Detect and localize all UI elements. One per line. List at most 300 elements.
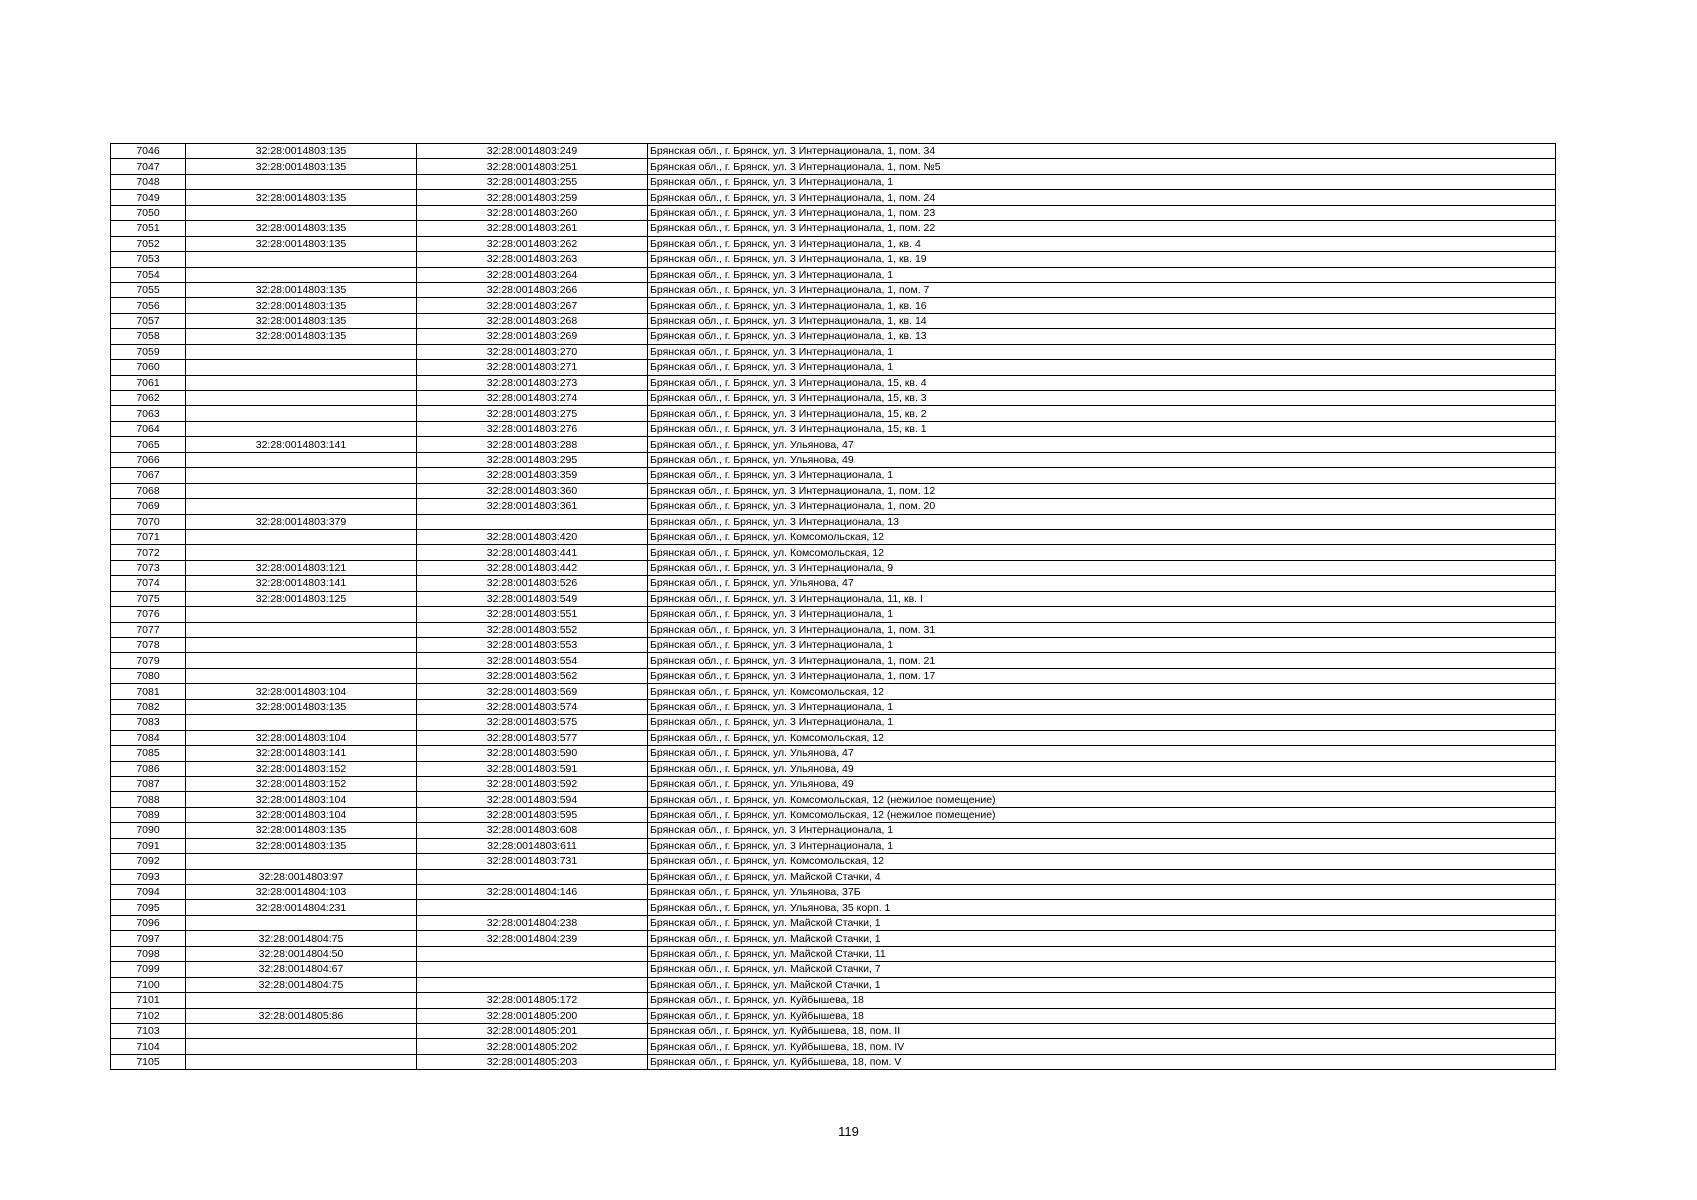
cadastral-number-cell: 32:28:0014803:359 (417, 468, 648, 483)
parent-cadastral-number-cell: 32:28:0014803:135 (186, 838, 417, 853)
table-row (111, 576, 1556, 591)
row-number-cell: 7062 (111, 391, 186, 406)
row-number-cell: 7090 (111, 823, 186, 838)
row-number-cell: 7091 (111, 838, 186, 853)
cadastral-number-cell: 32:28:0014805:201 (417, 1023, 648, 1038)
table-row (111, 391, 1556, 406)
parent-cadastral-number-cell (186, 452, 417, 467)
table-row (111, 792, 1556, 807)
table-row (111, 931, 1556, 946)
row-number-cell: 7074 (111, 576, 186, 591)
address-cell: Брянская обл., г. Брянск, ул. Ульянова, 49 (648, 776, 1556, 791)
address-cell: Брянская обл., г. Брянск, ул. 3 Интернационала, 1, пом. 22 (648, 221, 1556, 236)
row-number-cell: 7075 (111, 591, 186, 606)
table-row (111, 344, 1556, 359)
table-row (111, 174, 1556, 189)
row-number-cell: 7095 (111, 900, 186, 915)
cadastral-number-cell: 32:28:0014804:239 (417, 931, 648, 946)
cadastral-number-cell: 32:28:0014803:267 (417, 298, 648, 313)
parent-cadastral-number-cell (186, 715, 417, 730)
row-number-cell: 7084 (111, 730, 186, 745)
address-cell: Брянская обл., г. Брянск, ул. Комсомольская, 12 (нежилое помещение) (648, 792, 1556, 807)
address-cell: Брянская обл., г. Брянск, ул. Куйбышева, 18 (648, 993, 1556, 1008)
row-number-cell: 7088 (111, 792, 186, 807)
parent-cadastral-number-cell (186, 668, 417, 683)
cadastral-number-cell: 32:28:0014803:551 (417, 607, 648, 622)
parent-cadastral-number-cell (186, 267, 417, 282)
cadastral-number-cell: 32:28:0014803:288 (417, 437, 648, 452)
row-number-cell: 7063 (111, 406, 186, 421)
address-cell: Брянская обл., г. Брянск, ул. Ульянова, 47 (648, 746, 1556, 761)
table-row (111, 838, 1556, 853)
parent-cadastral-number-cell: 32:28:0014803:125 (186, 591, 417, 606)
address-cell: Брянская обл., г. Брянск, ул. 3 Интернационала, 13 (648, 514, 1556, 529)
address-cell: Брянская обл., г. Брянск, ул. 3 Интернационала, 15, кв. 4 (648, 375, 1556, 390)
address-cell: Брянская обл., г. Брянск, ул. 3 Интернационала, 1 (648, 838, 1556, 853)
table-row (111, 329, 1556, 344)
table-row (111, 221, 1556, 236)
row-number-cell: 7056 (111, 298, 186, 313)
parent-cadastral-number-cell (186, 1023, 417, 1038)
table-row (111, 946, 1556, 961)
table-row (111, 406, 1556, 421)
table-row (111, 962, 1556, 977)
cadastral-number-cell: 32:28:0014805:172 (417, 993, 648, 1008)
address-cell: Брянская обл., г. Брянск, ул. 3 Интернационала, 11, кв. I (648, 591, 1556, 606)
address-cell: Брянская обл., г. Брянск, ул. Ульянова, 47 (648, 437, 1556, 452)
cadastral-number-cell: 32:28:0014803:590 (417, 746, 648, 761)
row-number-cell: 7103 (111, 1023, 186, 1038)
parent-cadastral-number-cell: 32:28:0014803:104 (186, 730, 417, 745)
cadastral-number-cell: 32:28:0014803:276 (417, 421, 648, 436)
address-cell: Брянская обл., г. Брянск, ул. 3 Интернационала, 15, кв. 1 (648, 421, 1556, 436)
cadastral-number-cell: 32:28:0014803:255 (417, 174, 648, 189)
table-row (111, 1054, 1556, 1069)
cadastral-number-cell: 32:28:0014803:420 (417, 529, 648, 544)
address-cell: Брянская обл., г. Брянск, ул. 3 Интернационала, 1, пом. 23 (648, 205, 1556, 220)
parent-cadastral-number-cell: 32:28:0014803:104 (186, 792, 417, 807)
cadastral-table (110, 143, 1556, 1070)
cadastral-number-cell: 32:28:0014803:574 (417, 699, 648, 714)
cadastral-number-cell: 32:28:0014803:442 (417, 560, 648, 575)
address-cell: Брянская обл., г. Брянск, ул. Комсомольская, 12 (648, 684, 1556, 699)
cadastral-number-cell: 32:28:0014803:549 (417, 591, 648, 606)
row-number-cell: 7102 (111, 1008, 186, 1023)
cadastral-number-cell: 32:28:0014804:238 (417, 915, 648, 930)
cadastral-number-cell: 32:28:0014803:262 (417, 236, 648, 251)
parent-cadastral-number-cell: 32:28:0014803:135 (186, 144, 417, 159)
address-cell: Брянская обл., г. Брянск, ул. 3 Интернационала, 1 (648, 360, 1556, 375)
address-cell: Брянская обл., г. Брянск, ул. 3 Интернационала, 1, пом. 31 (648, 622, 1556, 637)
cadastral-number-cell: 32:28:0014803:249 (417, 144, 648, 159)
address-cell: Брянская обл., г. Брянск, ул. 3 Интернационала, 1, кв. 13 (648, 329, 1556, 344)
cadastral-number-cell: 32:28:0014803:295 (417, 452, 648, 467)
address-cell: Брянская обл., г. Брянск, ул. 3 Интернационала, 1, кв. 4 (648, 236, 1556, 251)
address-cell: Брянская обл., г. Брянск, ул. 3 Интернационала, 1, кв. 19 (648, 252, 1556, 267)
parent-cadastral-number-cell (186, 483, 417, 498)
parent-cadastral-number-cell: 32:28:0014803:135 (186, 282, 417, 297)
address-cell: Брянская обл., г. Брянск, ул. 3 Интернационала, 1, пом. 24 (648, 190, 1556, 205)
address-cell: Брянская обл., г. Брянск, ул. 3 Интернационала, 1, кв. 14 (648, 313, 1556, 328)
address-cell: Брянская обл., г. Брянск, ул. 3 Интернационала, 15, кв. 3 (648, 391, 1556, 406)
row-number-cell: 7066 (111, 452, 186, 467)
table-row (111, 1008, 1556, 1023)
parent-cadastral-number-cell: 32:28:0014803:379 (186, 514, 417, 529)
cadastral-number-cell: 32:28:0014803:268 (417, 313, 648, 328)
table-row (111, 144, 1556, 159)
cadastral-number-cell: 32:28:0014803:592 (417, 776, 648, 791)
table-row (111, 684, 1556, 699)
row-number-cell: 7081 (111, 684, 186, 699)
address-cell: Брянская обл., г. Брянск, ул. 3 Интернационала, 1 (648, 638, 1556, 653)
cadastral-number-cell: 32:28:0014805:202 (417, 1039, 648, 1054)
parent-cadastral-number-cell: 32:28:0014803:135 (186, 329, 417, 344)
parent-cadastral-number-cell (186, 854, 417, 869)
row-number-cell: 7065 (111, 437, 186, 452)
row-number-cell: 7082 (111, 699, 186, 714)
table-row (111, 267, 1556, 282)
cadastral-number-cell: 32:28:0014803:731 (417, 854, 648, 869)
cadastral-number-cell: 32:28:0014803:608 (417, 823, 648, 838)
cadastral-number-cell (417, 514, 648, 529)
parent-cadastral-number-cell (186, 622, 417, 637)
table-row (111, 529, 1556, 544)
table-row (111, 761, 1556, 776)
row-number-cell: 7093 (111, 869, 186, 884)
address-cell: Брянская обл., г. Брянск, ул. Куйбышева, 18, пом. IV (648, 1039, 1556, 1054)
address-cell: Брянская обл., г. Брянск, ул. Комсомольская, 12 (648, 529, 1556, 544)
cadastral-number-cell: 32:28:0014803:577 (417, 730, 648, 745)
parent-cadastral-number-cell (186, 344, 417, 359)
address-cell: Брянская обл., г. Брянск, ул. 3 Интернационала, 1 (648, 174, 1556, 189)
address-cell: Брянская обл., г. Брянск, ул. Ульянова, 37Б (648, 885, 1556, 900)
address-cell: Брянская обл., г. Брянск, ул. 3 Интернационала, 1 (648, 699, 1556, 714)
row-number-cell: 7078 (111, 638, 186, 653)
cadastral-number-cell (417, 869, 648, 884)
cadastral-number-cell: 32:28:0014803:275 (417, 406, 648, 421)
table-row (111, 993, 1556, 1008)
parent-cadastral-number-cell: 32:28:0014803:135 (186, 190, 417, 205)
cadastral-number-cell: 32:28:0014803:260 (417, 205, 648, 220)
row-number-cell: 7057 (111, 313, 186, 328)
table-row (111, 205, 1556, 220)
table-row (111, 483, 1556, 498)
row-number-cell: 7061 (111, 375, 186, 390)
parent-cadastral-number-cell: 32:28:0014803:104 (186, 807, 417, 822)
address-cell: Брянская обл., г. Брянск, ул. 3 Интернационала, 1 (648, 607, 1556, 622)
cadastral-number-cell: 32:28:0014803:526 (417, 576, 648, 591)
row-number-cell: 7068 (111, 483, 186, 498)
table-row (111, 776, 1556, 791)
address-cell: Брянская обл., г. Брянск, ул. Ульянова, 35 корп. 1 (648, 900, 1556, 915)
parent-cadastral-number-cell: 32:28:0014803:152 (186, 761, 417, 776)
address-cell: Брянская обл., г. Брянск, ул. 3 Интернационала, 1, пом. 12 (648, 483, 1556, 498)
parent-cadastral-number-cell (186, 529, 417, 544)
table-row (111, 159, 1556, 174)
table-row (111, 282, 1556, 297)
address-cell: Брянская обл., г. Брянск, ул. Ульянова, 49 (648, 761, 1556, 776)
parent-cadastral-number-cell: 32:28:0014803:141 (186, 746, 417, 761)
table-row (111, 607, 1556, 622)
address-cell: Брянская обл., г. Брянск, ул. 3 Интернационала, 1 (648, 344, 1556, 359)
table-row (111, 715, 1556, 730)
cadastral-number-cell: 32:28:0014803:554 (417, 653, 648, 668)
table-row (111, 545, 1556, 560)
cadastral-number-cell: 32:28:0014803:361 (417, 499, 648, 514)
parent-cadastral-number-cell (186, 391, 417, 406)
parent-cadastral-number-cell: 32:28:0014803:135 (186, 236, 417, 251)
parent-cadastral-number-cell: 32:28:0014804:103 (186, 885, 417, 900)
row-number-cell: 7047 (111, 159, 186, 174)
cadastral-number-cell: 32:28:0014803:569 (417, 684, 648, 699)
row-number-cell: 7101 (111, 993, 186, 1008)
address-cell: Брянская обл., г. Брянск, ул. 3 Интернационала, 1, пом. №5 (648, 159, 1556, 174)
table-row (111, 869, 1556, 884)
table-row (111, 823, 1556, 838)
parent-cadastral-number-cell: 32:28:0014803:135 (186, 313, 417, 328)
parent-cadastral-number-cell (186, 993, 417, 1008)
cadastral-number-cell: 32:28:0014803:273 (417, 375, 648, 390)
address-cell: Брянская обл., г. Брянск, ул. Комсомольская, 12 (648, 545, 1556, 560)
row-number-cell: 7079 (111, 653, 186, 668)
cadastral-number-cell: 32:28:0014803:251 (417, 159, 648, 174)
table-row (111, 236, 1556, 251)
parent-cadastral-number-cell (186, 205, 417, 220)
table-row (111, 668, 1556, 683)
address-cell: Брянская обл., г. Брянск, ул. 3 Интернационала, 1, пом. 34 (648, 144, 1556, 159)
parent-cadastral-number-cell: 32:28:0014803:135 (186, 221, 417, 236)
table-row (111, 622, 1556, 637)
row-number-cell: 7085 (111, 746, 186, 761)
table-row (111, 807, 1556, 822)
cadastral-number-cell (417, 977, 648, 992)
row-number-cell: 7071 (111, 529, 186, 544)
cadastral-number-cell: 32:28:0014803:562 (417, 668, 648, 683)
row-number-cell: 7060 (111, 360, 186, 375)
parent-cadastral-number-cell (186, 638, 417, 653)
parent-cadastral-number-cell: 32:28:0014803:135 (186, 159, 417, 174)
parent-cadastral-number-cell: 32:28:0014803:104 (186, 684, 417, 699)
row-number-cell: 7072 (111, 545, 186, 560)
table-row (111, 746, 1556, 761)
table-row (111, 1023, 1556, 1038)
row-number-cell: 7089 (111, 807, 186, 822)
parent-cadastral-number-cell: 32:28:0014804:75 (186, 977, 417, 992)
row-number-cell: 7080 (111, 668, 186, 683)
row-number-cell: 7046 (111, 144, 186, 159)
address-cell: Брянская обл., г. Брянск, ул. 3 Интернационала, 9 (648, 560, 1556, 575)
parent-cadastral-number-cell (186, 406, 417, 421)
cadastral-number-cell: 32:28:0014803:274 (417, 391, 648, 406)
address-cell: Брянская обл., г. Брянск, ул. 3 Интернационала, 1, пом. 21 (648, 653, 1556, 668)
address-cell: Брянская обл., г. Брянск, ул. Куйбышева, 18 (648, 1008, 1556, 1023)
row-number-cell: 7099 (111, 962, 186, 977)
address-cell: Брянская обл., г. Брянск, ул. Майской Стачки, 11 (648, 946, 1556, 961)
cadastral-number-cell: 32:28:0014803:360 (417, 483, 648, 498)
parent-cadastral-number-cell: 32:28:0014803:135 (186, 823, 417, 838)
table-row (111, 514, 1556, 529)
row-number-cell: 7097 (111, 931, 186, 946)
address-cell: Брянская обл., г. Брянск, ул. 3 Интернационала, 1 (648, 468, 1556, 483)
parent-cadastral-number-cell (186, 1054, 417, 1069)
cadastral-number-cell: 32:28:0014803:264 (417, 267, 648, 282)
row-number-cell: 7094 (111, 885, 186, 900)
table-body (111, 144, 1556, 1070)
parent-cadastral-number-cell (186, 607, 417, 622)
address-cell: Брянская обл., г. Брянск, ул. Куйбышева, 18, пом. II (648, 1023, 1556, 1038)
table-row (111, 560, 1556, 575)
cadastral-number-cell (417, 900, 648, 915)
cadastral-number-cell: 32:28:0014803:553 (417, 638, 648, 653)
page-number: 119 (838, 1124, 859, 1139)
table-row (111, 452, 1556, 467)
table-row (111, 653, 1556, 668)
row-number-cell: 7077 (111, 622, 186, 637)
table-row (111, 1039, 1556, 1054)
row-number-cell: 7050 (111, 205, 186, 220)
cadastral-number-cell: 32:28:0014803:575 (417, 715, 648, 730)
address-cell: Брянская обл., г. Брянск, ул. 3 Интернационала, 1, пом. 7 (648, 282, 1556, 297)
table-row (111, 977, 1556, 992)
row-number-cell: 7076 (111, 607, 186, 622)
address-cell: Брянская обл., г. Брянск, ул. 3 Интернационала, 1 (648, 267, 1556, 282)
row-number-cell: 7086 (111, 761, 186, 776)
row-number-cell: 7073 (111, 560, 186, 575)
table-row (111, 499, 1556, 514)
cadastral-number-cell (417, 962, 648, 977)
row-number-cell: 7054 (111, 267, 186, 282)
address-cell: Брянская обл., г. Брянск, ул. 3 Интернационала, 1, пом. 20 (648, 499, 1556, 514)
parent-cadastral-number-cell: 32:28:0014805:86 (186, 1008, 417, 1023)
table-row (111, 313, 1556, 328)
parent-cadastral-number-cell: 32:28:0014804:67 (186, 962, 417, 977)
row-number-cell: 7067 (111, 468, 186, 483)
cadastral-number-cell: 32:28:0014803:269 (417, 329, 648, 344)
address-cell: Брянская обл., г. Брянск, ул. Комсомольская, 12 (нежилое помещение) (648, 807, 1556, 822)
row-number-cell: 7069 (111, 499, 186, 514)
row-number-cell: 7092 (111, 854, 186, 869)
table-row (111, 437, 1556, 452)
address-cell: Брянская обл., г. Брянск, ул. Майской Стачки, 1 (648, 915, 1556, 930)
parent-cadastral-number-cell: 32:28:0014804:231 (186, 900, 417, 915)
parent-cadastral-number-cell: 32:28:0014803:97 (186, 869, 417, 884)
cadastral-number-cell: 32:28:0014803:263 (417, 252, 648, 267)
row-number-cell: 7058 (111, 329, 186, 344)
row-number-cell: 7052 (111, 236, 186, 251)
row-number-cell: 7064 (111, 421, 186, 436)
parent-cadastral-number-cell: 32:28:0014803:135 (186, 298, 417, 313)
address-cell: Брянская обл., г. Брянск, ул. 3 Интернационала, 15, кв. 2 (648, 406, 1556, 421)
parent-cadastral-number-cell: 32:28:0014803:121 (186, 560, 417, 575)
parent-cadastral-number-cell: 32:28:0014803:135 (186, 699, 417, 714)
row-number-cell: 7049 (111, 190, 186, 205)
table-row (111, 252, 1556, 267)
cadastral-number-cell: 32:28:0014805:203 (417, 1054, 648, 1069)
address-cell: Брянская обл., г. Брянск, ул. Ульянова, 49 (648, 452, 1556, 467)
parent-cadastral-number-cell (186, 915, 417, 930)
table-row (111, 900, 1556, 915)
table-row (111, 190, 1556, 205)
row-number-cell: 7070 (111, 514, 186, 529)
parent-cadastral-number-cell (186, 653, 417, 668)
cadastral-number-cell: 32:28:0014805:200 (417, 1008, 648, 1023)
parent-cadastral-number-cell (186, 360, 417, 375)
row-number-cell: 7048 (111, 174, 186, 189)
parent-cadastral-number-cell: 32:28:0014804:75 (186, 931, 417, 946)
cadastral-number-cell: 32:28:0014803:266 (417, 282, 648, 297)
address-cell: Брянская обл., г. Брянск, ул. Майской Стачки, 1 (648, 977, 1556, 992)
table-row (111, 591, 1556, 606)
parent-cadastral-number-cell (186, 174, 417, 189)
parent-cadastral-number-cell (186, 375, 417, 390)
parent-cadastral-number-cell: 32:28:0014803:141 (186, 576, 417, 591)
table-row (111, 915, 1556, 930)
cadastral-number-cell: 32:28:0014803:591 (417, 761, 648, 776)
row-number-cell: 7100 (111, 977, 186, 992)
cadastral-number-cell: 32:28:0014803:441 (417, 545, 648, 560)
table-row (111, 421, 1556, 436)
row-number-cell: 7053 (111, 252, 186, 267)
cadastral-number-cell: 32:28:0014803:552 (417, 622, 648, 637)
table-row (111, 360, 1556, 375)
table-row (111, 638, 1556, 653)
parent-cadastral-number-cell (186, 499, 417, 514)
parent-cadastral-number-cell: 32:28:0014803:141 (186, 437, 417, 452)
cadastral-number-cell: 32:28:0014803:261 (417, 221, 648, 236)
row-number-cell: 7083 (111, 715, 186, 730)
table-row (111, 854, 1556, 869)
row-number-cell: 7104 (111, 1039, 186, 1054)
address-cell: Брянская обл., г. Брянск, ул. 3 Интернационала, 1, кв. 16 (648, 298, 1556, 313)
cadastral-number-cell: 32:28:0014803:270 (417, 344, 648, 359)
address-cell: Брянская обл., г. Брянск, ул. 3 Интернационала, 1 (648, 823, 1556, 838)
table-row (111, 885, 1556, 900)
address-cell: Брянская обл., г. Брянск, ул. Ульянова, 47 (648, 576, 1556, 591)
address-cell: Брянская обл., г. Брянск, ул. Майской Стачки, 7 (648, 962, 1556, 977)
row-number-cell: 7055 (111, 282, 186, 297)
cadastral-number-cell (417, 946, 648, 961)
row-number-cell: 7059 (111, 344, 186, 359)
cadastral-number-cell: 32:28:0014803:259 (417, 190, 648, 205)
parent-cadastral-number-cell (186, 468, 417, 483)
cadastral-number-cell: 32:28:0014803:595 (417, 807, 648, 822)
parent-cadastral-number-cell (186, 421, 417, 436)
cadastral-number-cell: 32:28:0014803:594 (417, 792, 648, 807)
address-cell: Брянская обл., г. Брянск, ул. Майской Стачки, 4 (648, 869, 1556, 884)
table-row (111, 298, 1556, 313)
address-cell: Брянская обл., г. Брянск, ул. Майской Стачки, 1 (648, 931, 1556, 946)
row-number-cell: 7105 (111, 1054, 186, 1069)
address-cell: Брянская обл., г. Брянск, ул. Комсомольская, 12 (648, 730, 1556, 745)
address-cell: Брянская обл., г. Брянск, ул. 3 Интернационала, 1, пом. 17 (648, 668, 1556, 683)
address-cell: Брянская обл., г. Брянск, ул. Комсомольская, 12 (648, 854, 1556, 869)
parent-cadastral-number-cell (186, 545, 417, 560)
cadastral-number-cell: 32:28:0014803:611 (417, 838, 648, 853)
table-row (111, 699, 1556, 714)
row-number-cell: 7096 (111, 915, 186, 930)
table-row (111, 730, 1556, 745)
parent-cadastral-number-cell: 32:28:0014803:152 (186, 776, 417, 791)
address-cell: Брянская обл., г. Брянск, ул. Куйбышева, 18, пом. V (648, 1054, 1556, 1069)
row-number-cell: 7087 (111, 776, 186, 791)
address-cell: Брянская обл., г. Брянск, ул. 3 Интернационала, 1 (648, 715, 1556, 730)
table-row (111, 468, 1556, 483)
row-number-cell: 7098 (111, 946, 186, 961)
parent-cadastral-number-cell (186, 1039, 417, 1054)
cadastral-number-cell: 32:28:0014803:271 (417, 360, 648, 375)
cadastral-number-cell: 32:28:0014804:146 (417, 885, 648, 900)
table-row (111, 375, 1556, 390)
